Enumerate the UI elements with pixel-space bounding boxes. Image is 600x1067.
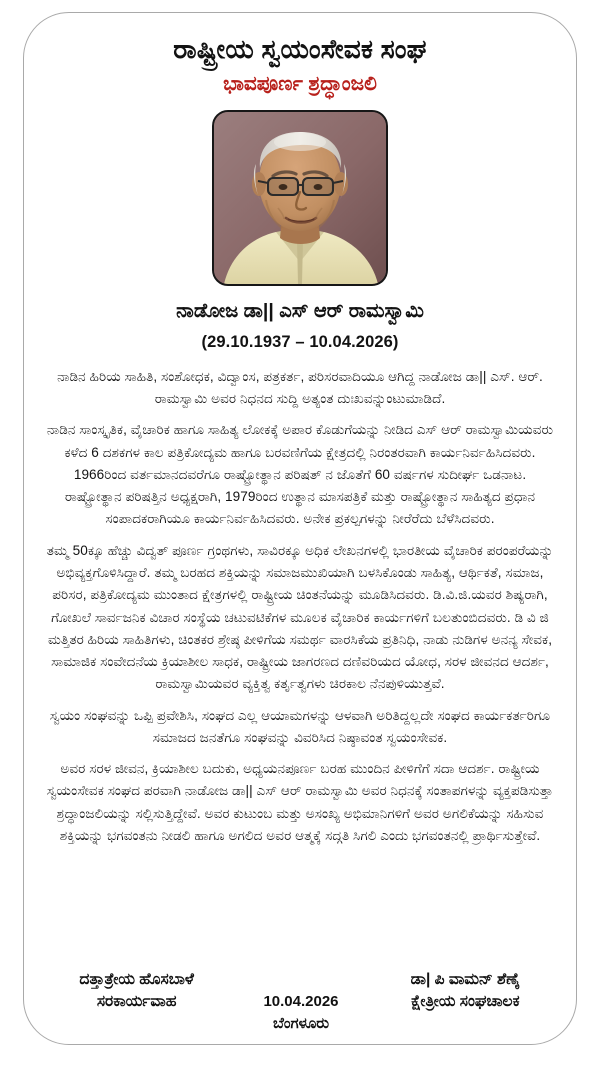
paragraph-2: ನಾಡಿನ ಸಾಂಸ್ಕೃತಿಕ, ವೈಚಾರಿಕ ಹಾಗೂ ಸಾಹಿತ್ಯ ಲೋಕಕ್ಕೆ ಅಪಾರ ಕೊಡುಗೆಯನ್ನು ನೀಡಿದ ಎಸ್ ಆರ್ ರಾಮಸ್ವಾಮಿಯವರು ಕಳೆದ 6 ದಶಕಗಳ ಕಾಲ ಪತ್ರಿಕೋದ್ಯಮ ಹಾಗೂ ಬರವಣಿಗೆಯ ಕ್ಷೇತ್ರದಲ್ಲಿ ನಿರಂತರವಾಗಿ ಕಾರ್ಯನಿರ್ವಹಿಸಿದವರು. 1966ರಿಂದ ವರ್ತಮಾನದವರೆಗೂ ರಾಷ್ಟ್ರೋತ್ಥಾನ ಪರಿಷತ್‌ ನ ಜೊತೆಗೆ 60 ವರ್ಷಗಳ ಸುದೀರ್ಘ ಒಡನಾಟ. ರಾಷ್ಟ್ರೋತ್ಥಾನ ಪರಿಷತ್ತಿನ ಅಧ್ಯಕ್ಷರಾಗಿ, 1979ರಿಂದ ಉತ್ಥಾನ ಮಾಸಪತ್ರಿಕೆ ಮತ್ತು ರಾಷ್ಟ್ರೋತ್ಥಾನ ಸಾಹಿತ್ಯದ ಪ್ರಧಾನ ಸಂಪಾದಕರಾಗಿಯೂ ಕಾರ್ಯನಿರ್ವಹಿಸಿದವರು. ಅನೇಕ ಪ್ರಕಲ್ಪಗಳನ್ನು ನೀರೆರೆದು ಬೆಳೆಸಿದವರು. [46, 422, 554, 527]
paragraph-4: ಸ್ವಯಂ ಸಂಘವನ್ನು ಒಪ್ಪಿ ಪ್ರವೇಶಿಸಿ, ಸಂಘದ ಎಲ್ಲ ಆಯಾಮಗಳನ್ನು ಆಳವಾಗಿ ಅರಿತಿದ್ದಲ್ಲದೇ ಸಂಘದ ಕಾರ್ಯಕರ್ತರಿಗೂ ಸಮಾಜದ ಜನತೆಗೂ ಸಂಘವನ್ನು ವಿವರಿಸಿದ ನಿಷ್ಠಾವಂತ ಸ್ವಯಂಸೇವಕ. [49, 707, 551, 745]
person-name: ನಾಡೋಜ ಡಾ|| ಎಸ್ ಆರ್ ರಾಮಸ್ವಾಮಿ [176, 300, 424, 323]
paragraph-3: ತಮ್ಮ 50ಕ್ಕೂ ಹೆಚ್ಚು ವಿದ್ವತ್ ಪೂರ್ಣ ಗ್ರಂಥಗಳು, ಸಾವಿರಕ್ಕೂ ಅಧಿಕ ಲೇಖನಗಳಲ್ಲಿ ಭಾರತೀಯ ವೈಚಾರಿಕ ಪರಂಪರೆಯನ್ನು ಅಭಿವ್ಯಕ್ತಗೊಳಿಸಿದ್ದಾರೆ. ತಮ್ಮ ಬರಹದ ಶಕ್ತಿಯನ್ನು ಸಮಾಜಮುಖಿಯಾಗಿ ಬಳಸಿಕೊಂಡು ಸಾಹಿತ್ಯ, ಆರ್ಥಿಕತೆ, ಸಮಾಜ, ಪರಿಸರ, ಪತ್ರಿಕೋದ್ಯಮ ಮುಂತಾದ ಕ್ಷೇತ್ರಗಳಲ್ಲಿ ರಾಷ್ಟ್ರೀಯ ಚಿಂತನೆಯನ್ನು ಮೂಡಿಸಿದವರು. ಡಿ.ವಿ.ಜಿ.ಯವರ ಶಿಷ್ಯರಾಗಿ, ಗೋಖಲೆ ಸಾರ್ವಜನಿಕ ವಿಚಾರ ಸಂಸ್ಥೆಯ ಚಟುವಟಿಕೆಗಳ ಮೂಲಕ ವೈಚಾರಿಕ ಕಾರ್ಯಗಳಿಗೆ ಬಲತುಂಬಿದವರು. ಡಿ ವಿ ಜಿ ಮತ್ತಿತರ ಹಿರಿಯ ಸಾಹಿತಿಗಳು, ಚಿಂತಕರ ಶ್ರೇಷ್ಠ ಪೀಳಿಗೆಯ ಸಮರ್ಥ ವಾರಸಿಕೆಯ ಪ್ರತಿನಿಧಿ, ನಾಡು ನುಡಿಗಳ ಅನನ್ಯ ಸೇವಕ, ಸಾಮಾಜಿಕ ಸಂವೇದನೆಯ ಕ್ರಿಯಾಶೀಲ ಸಾಧಕ, ರಾಷ್ಟ್ರೀಯ ಜಾಗರಣದ ದಣಿವರಿಯದ ಯೋಧ, ಸರಳ ಜೀವನದ ಆದರ್ಶ, ರಾಮಸ್ವಾಮಿಯವರ ವ್ಯಕ್ತಿತ್ವ ಕರ್ತೃತ್ವಗಳು ಚಿರಕಾಲ ನೆನಪುಳಿಯುತ್ತವೆ. [46, 542, 554, 692]
signatory-right-name: ಡಾ| ಪಿ ವಾಮನ್ ಶೆಣೈ [410, 971, 520, 989]
issue-date: 10.04.2026 [263, 993, 339, 1011]
paragraph-5: ಅವರ ಸರಳ ಜೀವನ, ಕ್ರಿಯಾಶೀಲ ಬದುಕು, ಅಧ್ಯಯನಪೂರ್ಣ ಬರಹ ಮುಂದಿನ ಪೀಳಿಗೆಗೆ ಸದಾ ಆದರ್ಶ. ರಾಷ್ಟ್ರೀಯ ಸ್ವಯಂಸೇವಕ ಸಂಘದ ಪರವಾಗಿ ನಾಡೋಜ ಡಾ|| ಎಸ್ ಆರ್ ರಾಮಸ್ವಾಮಿ ಅವರ ನಿಧನಕ್ಕೆ ಸಂತಾಪಗಳನ್ನು ವ್ಯಕ್ತಪಡಿಸುತ್ತಾ ಶ್ರದ್ಧಾಂಜಲಿಯನ್ನು ಸಲ್ಲಿಸುತ್ತಿದ್ದೇವೆ. ಅವರ ಕುಟುಂಬ ಮತ್ತು ಅಸಂಖ್ಯ ಅಭಿಮಾನಿಗಳಿಗೆ ಅವರ ಅಗಲಿಕೆಯನ್ನು ಸಹಿಸುವ ಶಕ್ತಿಯನ್ನು ಭಗವಂತನು ನೀಡಲಿ ಹಾಗೂ ಅಗಲಿದ ಅವರ ಆತ್ಮಕ್ಕೆ ಸದ್ಗತಿ ಸಿಗಲಿ ಎಂದು ಭಗವಂತನಲ್ಲಿ ಪ್ರಾರ್ಥಿಸುತ್ತೇವೆ. [46, 761, 554, 844]
tribute-heading: ಭಾವಪೂರ್ಣ ಶ್ರದ್ಧಾಂಜಲಿ [223, 73, 377, 96]
paragraph-1: ನಾಡಿನ ಹಿರಿಯ ಸಾಹಿತಿ, ಸಂಶೋಧಕ, ವಿದ್ವಾಂಸ, ಪತ್ರಕರ್ತ, ಪರಿಸರವಾದಿಯೂ ಆಗಿದ್ದ ನಾಡೋಜ ಡಾ|| ಎಸ್. ಆರ್. ರಾಮಸ್ವಾಮಿ ಅವರ ನಿಧನದ ಸುದ್ದಿ ಅತ್ಯಂತ ದುಃಖವನ್ನುಂಟುಮಾಡಿದೆ. [57, 368, 543, 406]
signature-center [226, 969, 375, 1034]
issue-place: ಬೆಂಗಳೂರು [272, 1014, 329, 1032]
signatory-left-role: ಸರಕಾರ್ಯವಾಹ [96, 993, 177, 1011]
portrait-photo [214, 112, 386, 284]
message-body [46, 366, 554, 958]
condolence-card [23, 12, 577, 1045]
signatory-right-role: ಕ್ಷೇತ್ರೀಯ ಸಂಘಚಾಲಕ [411, 993, 520, 1011]
portrait-illustration [214, 112, 386, 284]
signature-right [381, 969, 550, 1013]
signature-left [52, 969, 221, 1013]
portrait-frame [212, 110, 388, 286]
person-dates: (29.10.1937 – 10.04.2026) [201, 332, 399, 351]
signature-row [46, 969, 554, 1034]
organisation-title: ರಾಷ್ಟ್ರೀಯ ಸ್ವಯಂಸೇವಕ ಸಂಘ [173, 34, 427, 64]
signatory-left-name: ದತ್ತಾತ್ರೇಯ ಹೊಸಬಾಳೆ [79, 971, 194, 989]
